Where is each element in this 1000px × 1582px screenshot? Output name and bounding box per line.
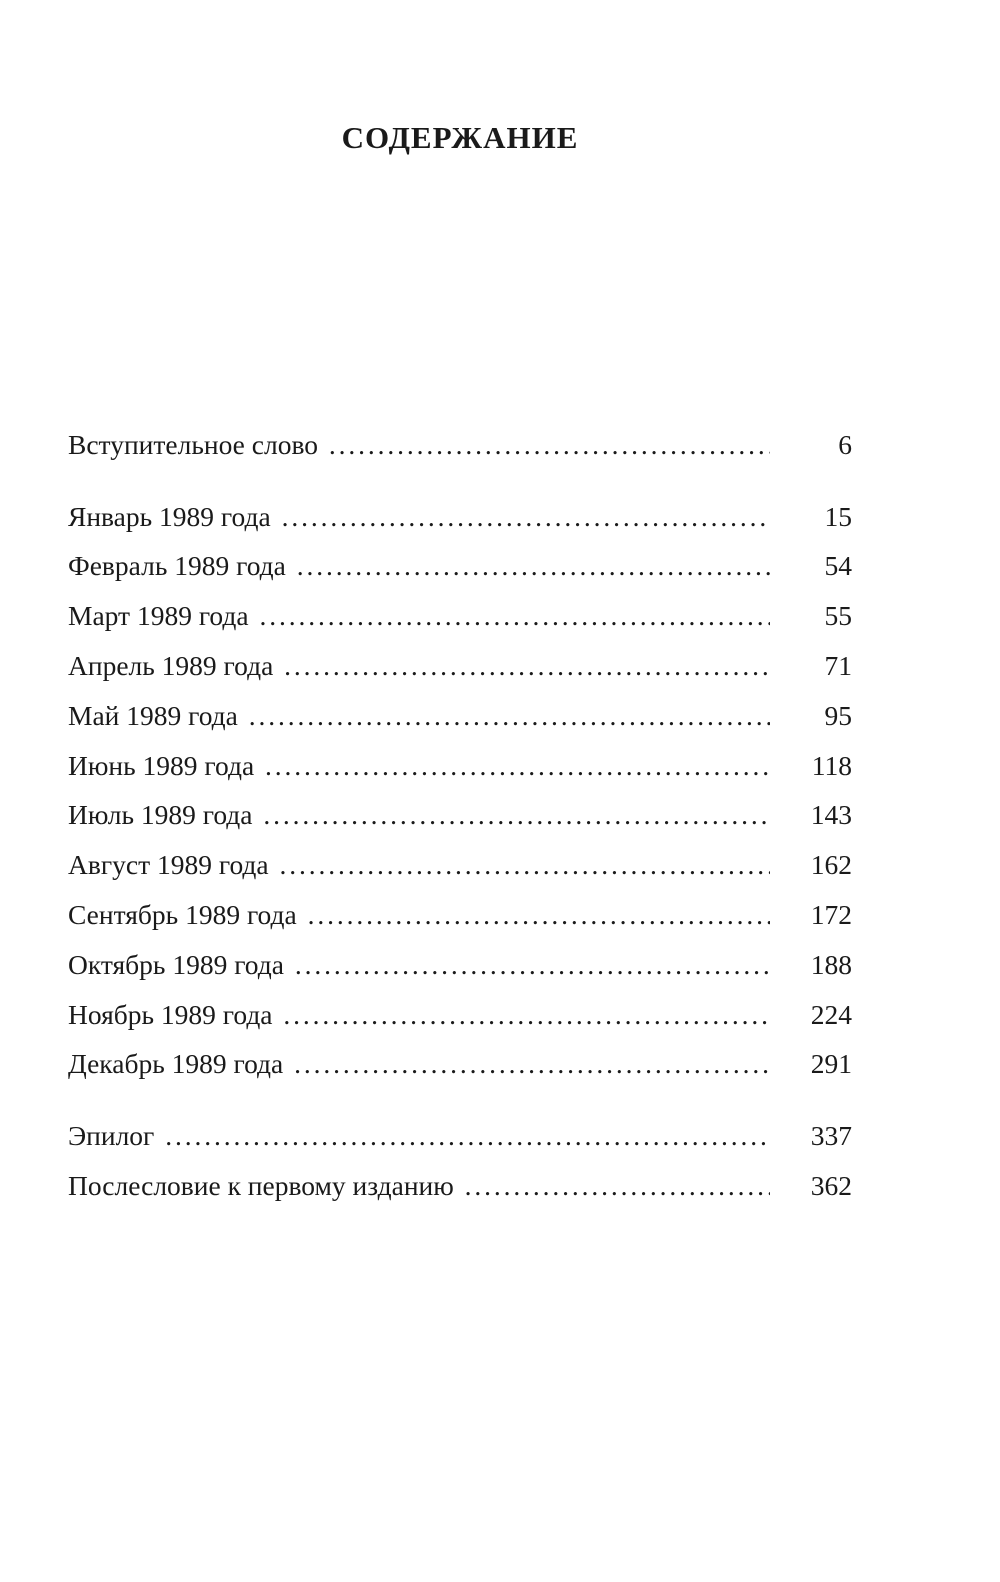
toc-entry-page-number: 118 [811,749,852,781]
toc-entry [68,691,852,741]
toc-entry-label: Апрель 1989 года [68,650,274,682]
toc-entry [68,791,852,841]
toc-entry-leader [68,700,770,732]
toc-entry-label: Послесловие к первому изданию [68,1170,454,1202]
toc-entry [68,641,852,691]
toc-entry [68,1111,852,1161]
toc-entry [68,1161,852,1211]
dot-leader [244,700,770,731]
toc-entry-page-number: 224 [810,998,852,1030]
toc-entry [68,1040,852,1090]
toc-entry-label: Октябрь 1989 года [68,948,284,980]
dot-leader [258,799,770,830]
dot-leader [303,899,770,930]
dot-leader [160,1120,770,1151]
toc-entry [68,840,852,890]
toc-entry-leader [68,501,770,533]
dot-leader [289,1048,770,1079]
toc-entry-page-number: 15 [824,500,852,532]
dot-leader [260,750,770,781]
toc-entry [68,990,852,1040]
dot-leader [255,600,770,631]
toc-entry-leader [68,750,770,782]
toc-entry-page-number: 362 [810,1170,852,1202]
dot-leader [275,849,770,880]
dot-leader [460,1170,770,1201]
toc-entry-page-number: 143 [810,799,852,831]
toc-entry-label: Март 1989 года [68,600,249,632]
toc-entry-label: Сентябрь 1989 года [68,899,297,931]
toc-entry [68,741,852,791]
toc-entry-leader [68,1048,770,1080]
toc-entry-page-number: 172 [810,899,852,931]
toc-entry-leader [68,550,770,582]
toc-entry-label: Декабрь 1989 года [68,1048,284,1080]
toc-entry-page-number: 54 [824,550,852,582]
toc-entry [68,940,852,990]
toc-entry-page-number: 55 [824,600,852,632]
toc-entry-label: Эпилог [68,1120,155,1152]
toc-entry-leader [68,999,770,1031]
toc-entry [68,492,852,542]
toc-entry-leader [68,1120,770,1152]
dot-leader [279,650,770,681]
toc-entry-leader [68,429,770,461]
toc-entry-leader [68,600,770,632]
toc-entry-label: Май 1989 года [68,699,238,731]
toc-entry-leader [68,799,770,831]
toc-entry-leader [68,899,770,931]
toc-entry-label: Вступительное слово [68,428,318,460]
toc-entry-label: Июнь 1989 года [68,749,255,781]
dot-leader [290,949,770,980]
toc-entry-label: Июль 1989 года [68,799,253,831]
toc-entry-page-number: 71 [824,650,852,682]
toc-entry [68,890,852,940]
toc-entry-leader [68,949,770,981]
dot-leader [324,429,770,460]
toc-entry-label: Февраль 1989 года [68,550,286,582]
dot-leader [277,501,770,532]
dot-leader [279,999,770,1030]
toc-entry-page-number: 291 [810,1048,852,1080]
toc-entry-label: Ноябрь 1989 года [68,998,273,1030]
toc-entry-page-number: 162 [810,849,852,881]
toc-entry-page-number: 188 [810,948,852,980]
toc-entry-label: Январь 1989 года [68,500,271,532]
dot-leader [292,550,770,581]
toc-entry [68,591,852,641]
toc-entry-leader [68,1170,770,1202]
toc-entry-leader [68,650,770,682]
toc-group [68,492,852,1090]
table-of-contents [68,420,852,1211]
toc-entry-page-number: 95 [824,699,852,731]
toc-entry [68,542,852,592]
toc-entry-page-number: 6 [838,428,852,460]
toc-entry-page-number: 337 [810,1120,852,1152]
toc-group [68,420,852,470]
page-title: СОДЕРЖАНИЕ [341,120,579,155]
toc-entry-leader [68,849,770,881]
toc-entry [68,420,852,470]
toc-group [68,1111,852,1211]
toc-entry-label: Август 1989 года [68,849,269,881]
